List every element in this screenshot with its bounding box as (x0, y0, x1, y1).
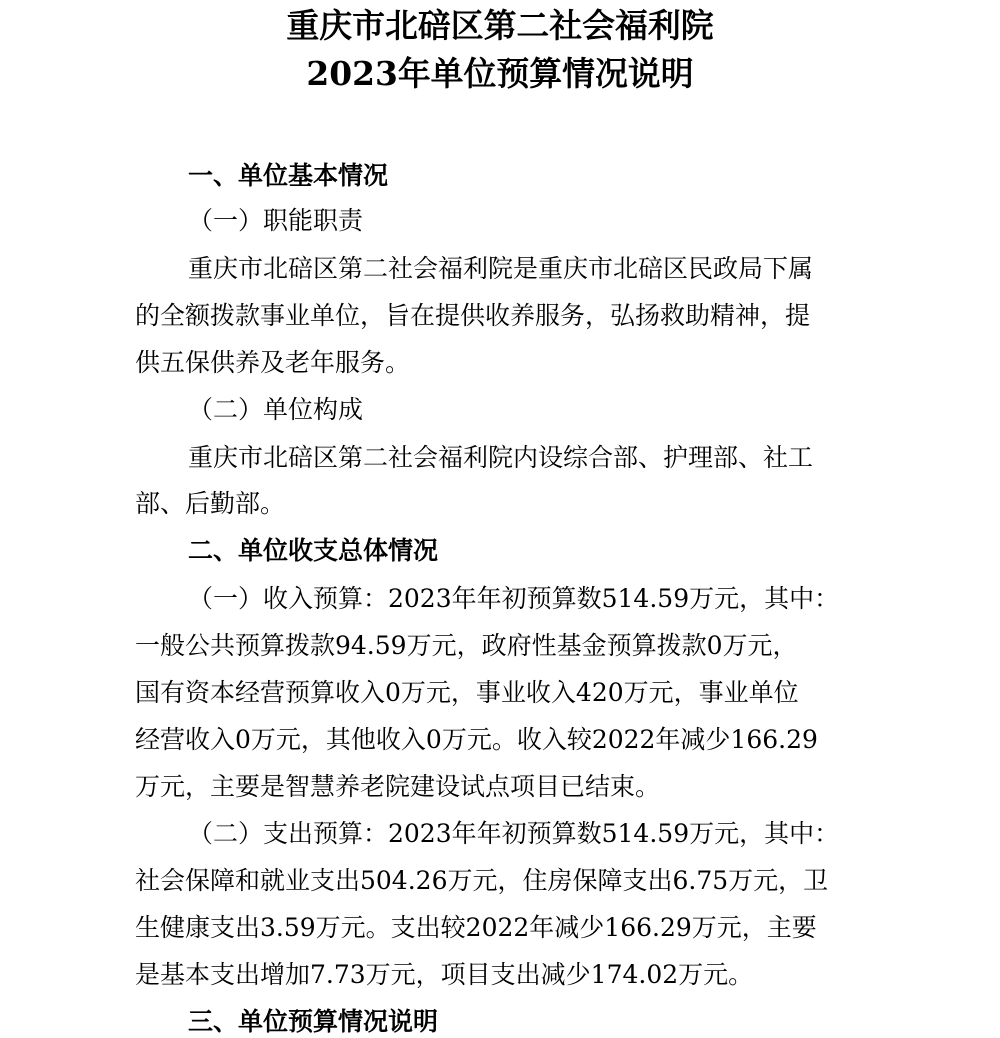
paragraph-line: 经营收入0万元，其他收入0万元。收入较2022年减少166.29 (135, 725, 818, 754)
paragraph-line: 的全额拨款事业单位，旨在提供收养服务，弘扬救助精神，提 (135, 301, 811, 330)
document-subtitle: 2023年单位预算情况说明 (306, 54, 694, 93)
paragraph-line: 国有资本经营预算收入0万元，事业收入420万元，事业单位 (135, 678, 799, 707)
section-heading: 二、单位收支总体情况 (188, 536, 439, 565)
paragraph-line: （二）支出预算：2023年年初预算数514.59万元，其中： (188, 819, 840, 848)
paragraph-line: 供五保供养及老年服务。 (135, 348, 411, 377)
paragraph-line: 部、后勤部。 (135, 489, 286, 518)
paragraph-line: 一般公共预算拨款94.59万元，政府性基金预算拨款0万元， (135, 631, 798, 660)
paragraph-line: 社会保障和就业支出504.26万元，住房保障支出6.75万元，卫 (135, 866, 829, 895)
paragraph-line: 万元，主要是智慧养老院建设试点项目已结束。 (135, 772, 661, 801)
section-heading: 一、单位基本情况 (188, 161, 389, 190)
paragraph-line: 重庆市北碚区第二社会福利院是重庆市北碚区民政局下属 (188, 254, 814, 283)
subsection-heading: （二）单位构成 (188, 395, 364, 424)
paragraph-line: 生健康支出3.59万元。支出较2022年减少166.29万元，主要 (135, 913, 817, 942)
paragraph-line: 重庆市北碚区第二社会福利院内设综合部、护理部、社工 (188, 443, 814, 472)
section-heading: 三、单位预算情况说明 (188, 1007, 439, 1036)
paragraph-line: 是基本支出增加7.73万元，项目支出减少174.02万元。 (135, 960, 754, 989)
document-title: 重庆市北碚区第二社会福利院 (286, 6, 714, 45)
subsection-heading: （一）职能职责 (188, 206, 364, 235)
paragraph-line: （一）收入预算：2023年年初预算数514.59万元，其中： (188, 584, 840, 613)
